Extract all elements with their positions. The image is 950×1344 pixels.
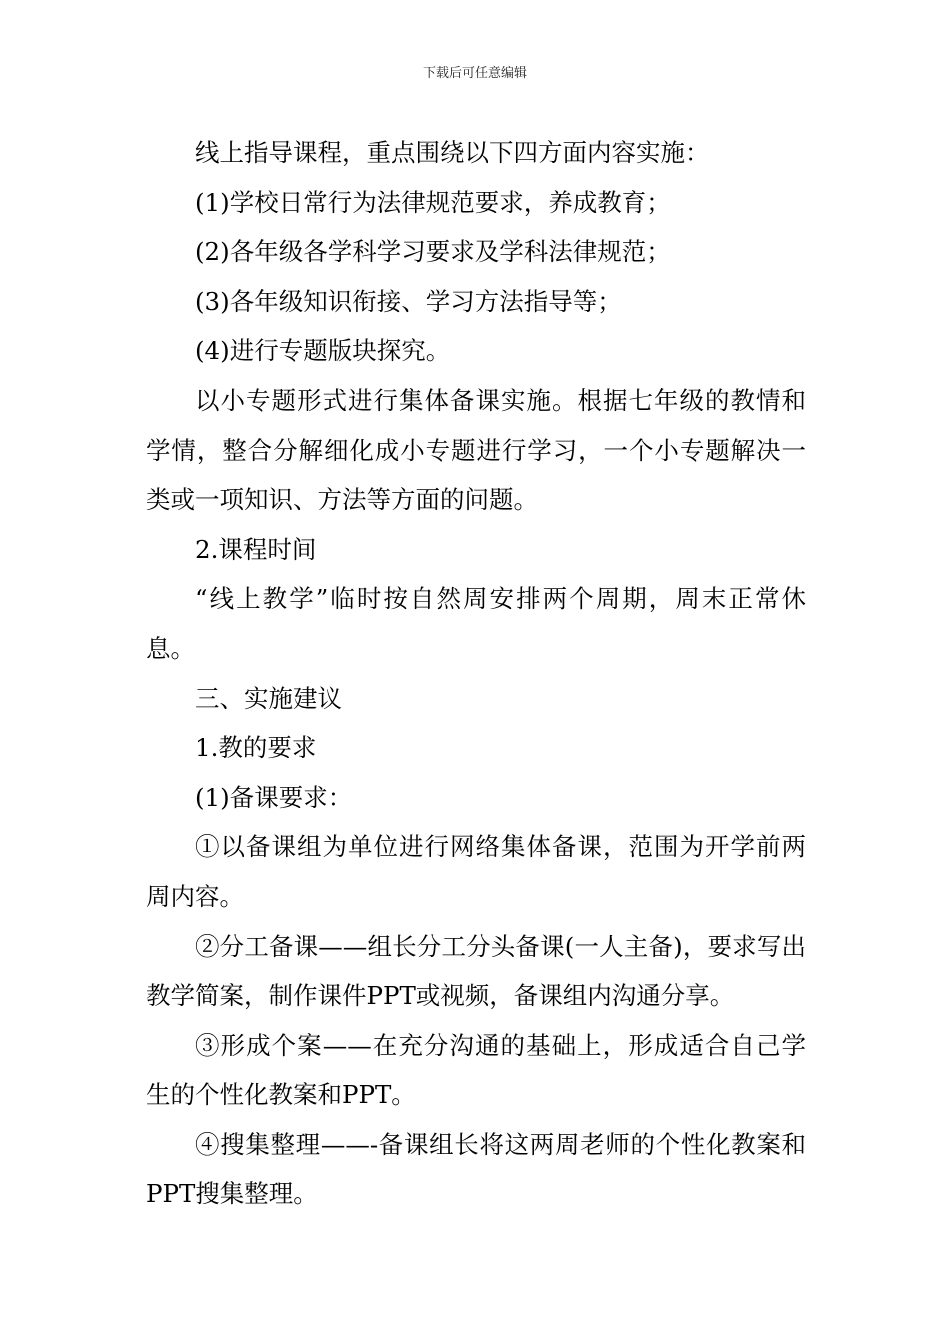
paragraph: 以小专题形式进行集体备课实施。根据七年级的教情和学情，整合分解细化成小专题进行学习，一个小专题解决一类或一项知识、方法等方面的问题。 [146,385,806,515]
section-heading: (1)备课要求： [195,782,353,812]
paragraph: ③形成个案——在充分沟通的基础上，形成适合自己学生的个性化教案和PPT。 [146,1030,806,1110]
section-heading: 1.教的要求 [195,733,317,763]
section-heading: 三、实施建议 [195,683,342,713]
paragraph: (1)学校日常行为法律规范要求，养成教育； [195,187,671,217]
paragraph: ④搜集整理——-备课组长将这两周老师的个性化教案和PPT搜集整理。 [146,1129,806,1209]
paragraph: (2)各年级各学科学习要求及学科法律规范； [195,237,671,267]
paragraph: (4)进行专题版块探究。 [195,336,451,366]
document-body [146,128,806,1219]
paragraph: ①以备课组为单位进行网络集体备课，范围为开学前两周内容。 [146,832,806,911]
paragraph: ②分工备课——组长分工分头备课(一人主备)，要求写出教学简案，制作课件PPT或视频，备课组内沟通分享。 [146,931,806,1011]
section-heading: 2.课程时间 [195,534,317,564]
paragraph: “线上教学”临时按自然周安排两个周期，周末正常休息。 [146,584,806,663]
paragraph: (3)各年级知识衔接、学习方法指导等； [195,286,622,316]
header-note: 下载后可任意编辑 [422,66,527,81]
paragraph: 线上指导课程，重点围绕以下四方面内容实施： [195,138,710,167]
